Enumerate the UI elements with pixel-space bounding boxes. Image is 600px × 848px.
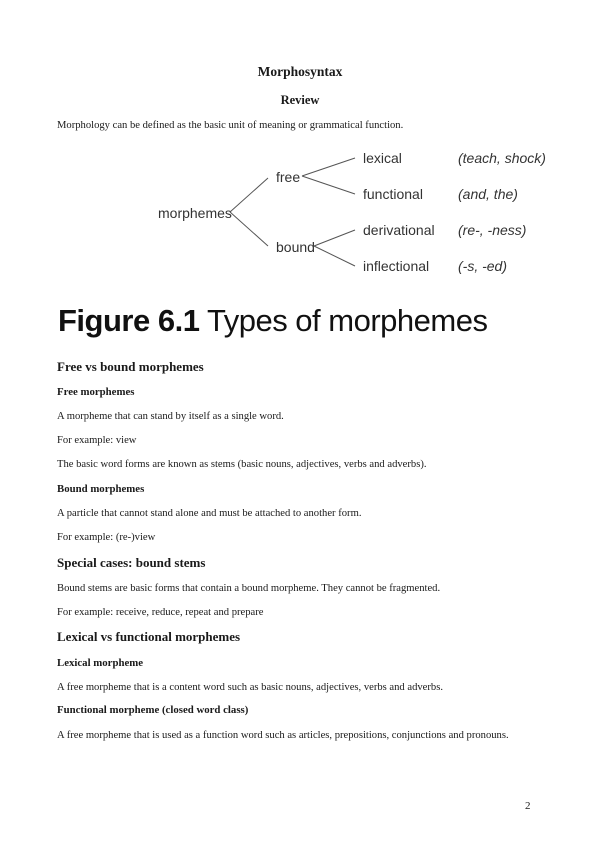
special-example: For example: receive, reduce, repeat and prepare [57, 607, 264, 618]
heading-free-morphemes: Free morphemes [57, 386, 135, 398]
heading-lexical-morpheme: Lexical morpheme [57, 657, 144, 669]
node-bound: bound [276, 239, 315, 255]
node-lexical: lexical [363, 150, 402, 166]
edge-morphemes-free [230, 178, 268, 212]
page-subtitle: Review [280, 93, 320, 107]
heading-lexical-vs-functional: Lexical vs functional morphemes [57, 629, 241, 644]
lexical-definition: A free morpheme that is a content word such as basic nouns, adjectives, verbs and adverbs. [57, 682, 443, 693]
free-example: For example: view [57, 435, 137, 446]
example-functional: (and, the) [458, 186, 518, 202]
node-morphemes: morphemes [158, 205, 232, 221]
intro-paragraph: Morphology can be defined as the basic unit of meaning or grammatical function. [57, 120, 404, 131]
free-definition: A morpheme that can stand by itself as a single word. [57, 411, 284, 422]
heading-free-vs-bound: Free vs bound morphemes [57, 359, 204, 374]
heading-bound-morphemes: Bound morphemes [57, 483, 145, 495]
example-derivational: (re-, -ness) [458, 222, 527, 238]
edge-free-lexical [302, 158, 355, 176]
node-free: free [276, 169, 301, 185]
node-derivational: derivational [363, 222, 435, 238]
heading-functional-morpheme: Functional morpheme (closed word class) [57, 704, 249, 716]
heading-special-cases: Special cases: bound stems [57, 555, 206, 570]
edge-morphemes-bound [230, 212, 268, 246]
bound-definition: A particle that cannot stand alone and must be attached to another form. [57, 508, 362, 519]
example-lexical: (teach, shock) [458, 150, 546, 166]
example-inflectional: (-s, -ed) [458, 258, 507, 274]
special-definition: Bound stems are basic forms that contain a bound morpheme. They cannot be fragmented. [57, 583, 441, 594]
edge-free-functional [302, 176, 355, 194]
node-functional: functional [363, 186, 423, 202]
figure-caption-text: Types of morphemes [199, 303, 488, 338]
page-number: 2 [525, 800, 531, 812]
figure-label: Figure 6.1 [58, 303, 200, 338]
node-inflectional: inflectional [363, 258, 430, 274]
edge-bound-derivational [314, 230, 355, 246]
page-title: Morphosyntax [257, 64, 343, 79]
bound-example: For example: (re-)view [57, 532, 156, 543]
functional-definition: A free morpheme that is used as a function word such as articles, prepositions, conjunctions and pronouns. [57, 730, 509, 741]
figure-caption [58, 303, 487, 339]
stems-paragraph: The basic word forms are known as stems (basic nouns, adjectives, verbs and adverbs). [57, 459, 427, 470]
morpheme-tree-diagram [150, 142, 550, 282]
edge-bound-inflectional [314, 246, 355, 266]
